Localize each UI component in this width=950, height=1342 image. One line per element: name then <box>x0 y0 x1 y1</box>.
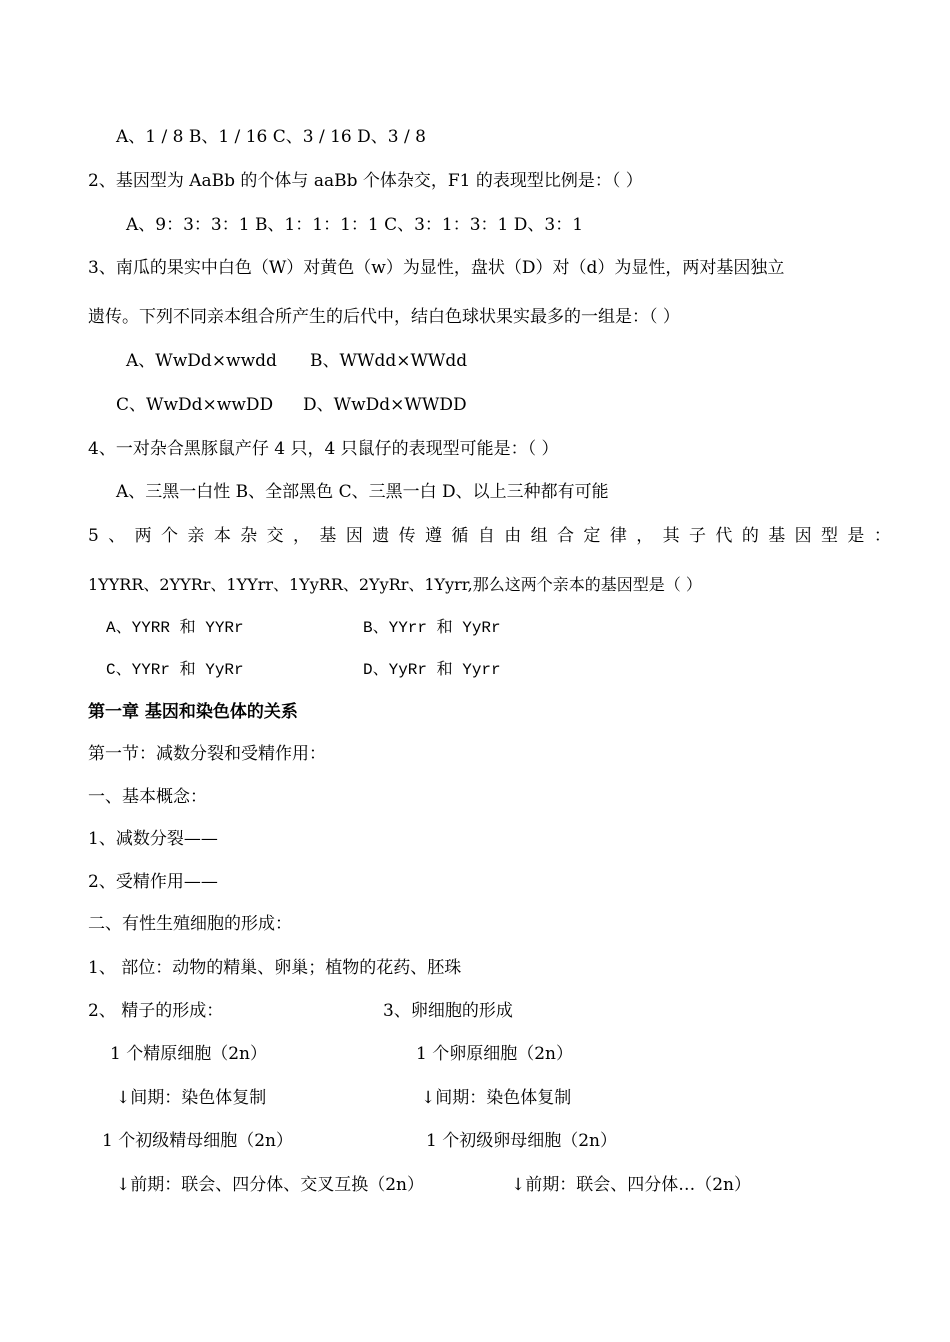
chapter-title: 第一章 基因和染色体的关系 <box>88 702 298 722</box>
section-title: 第一节：减数分裂和受精作用： <box>88 744 326 764</box>
sperm-formation-title: 2、 精子的形成： <box>88 1001 224 1021</box>
part1-item2: 2、受精作用—— <box>88 872 218 892</box>
sperm-step-4: ↓前期：联会、四分体、交叉互换（2n） <box>116 1175 425 1195</box>
sperm-step-3: 1 个初级精母细胞（2n） <box>102 1131 293 1151</box>
egg-step-2: ↓间期：染色体复制 <box>421 1088 572 1108</box>
q5-option-b: B、YYrr 和 YyRr <box>363 619 501 637</box>
q5-stem-line1: 5、两个亲本杂交，基因遗传遵循自由组合定律，其子代的基因型是： <box>88 526 901 546</box>
q2-stem: 2、基因型为 AaBb 的个体与 aaBb 个体杂交，F1 的表现型比例是：（ ） <box>88 171 643 191</box>
egg-step-4: ↓前期：联会、四分体…（2n） <box>511 1175 752 1195</box>
part2-heading: 二、有性生殖细胞的形成： <box>88 914 292 934</box>
egg-step-3: 1 个初级卵母细胞（2n） <box>426 1131 617 1151</box>
part1-heading: 一、基本概念： <box>88 787 207 807</box>
q5-option-c: C、YYRr 和 YyRr <box>106 661 244 679</box>
q5-option-a: A、YYRR 和 YYRr <box>106 619 244 637</box>
egg-formation-title: 3、卵细胞的形成 <box>383 1001 513 1021</box>
q5-option-d: D、YyRr 和 Yyrr <box>363 661 501 679</box>
part2-item1: 1、 部位：动物的精巢、卵巢；植物的花药、胚珠 <box>88 958 462 978</box>
q3-stem-line1: 3、南瓜的果实中白色（W）对黄色（w）为显性，盘状（D）对（d）为显性，两对基因独立 <box>88 258 785 278</box>
q3-option-b: B、WWdd×WWdd <box>310 351 468 371</box>
q2-options: A、9：3：3：1 B、1：1：1：1 C、3：1：3：1 D、3：1 <box>126 215 584 235</box>
q5-stem-line2: 1YYRR、2YYRr、1YYrr、1YyRR、2YyRr、1Yyrr,那么这两个亲本的基因型是（ ） <box>88 575 702 594</box>
q4-stem: 4、一对杂合黑豚鼠产仔 4 只，4 只鼠仔的表现型可能是：（ ） <box>88 439 559 459</box>
q3-option-c: C、WwDd×wwDD <box>116 395 274 415</box>
q4-options: A、三黑一白性 B、全部黑色 C、三黑一白 D、以上三种都有可能 <box>116 482 609 502</box>
q3-option-a: A、WwDd×wwdd <box>126 351 277 371</box>
part1-item1: 1、减数分裂—— <box>88 829 218 849</box>
q1-options: A、1 / 8 B、1 / 16 C、3 / 16 D、3 / 8 <box>116 127 426 147</box>
sperm-step-2: ↓间期：染色体复制 <box>116 1088 267 1108</box>
q3-stem-line2: 遗传。下列不同亲本组合所产生的后代中，结白色球状果实最多的一组是：（ ） <box>88 307 680 327</box>
egg-step-1: 1 个卵原细胞（2n） <box>416 1044 573 1064</box>
q3-option-d: D、WwDd×WWDD <box>303 395 467 415</box>
sperm-step-1: 1 个精原细胞（2n） <box>110 1044 267 1064</box>
